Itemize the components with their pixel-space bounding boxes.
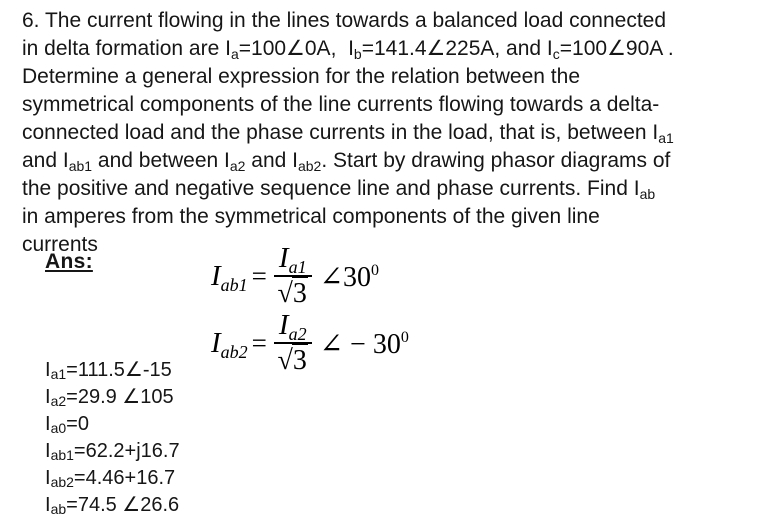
result-subscript: a1: [50, 366, 67, 382]
text-run: =100∠90A .: [559, 37, 674, 60]
result-symbol: I: [45, 494, 51, 516]
result-symbol: I: [45, 440, 51, 462]
angle-value: ∠ − 30: [319, 328, 401, 360]
formula-lhs: [211, 260, 248, 296]
text-run: in delta formation are I: [22, 37, 231, 60]
fraction-denominator: [278, 344, 308, 377]
result-value: =62.2+j16.7: [73, 440, 180, 462]
symbol-base: I: [211, 327, 221, 360]
result-subscript: ab2: [50, 474, 74, 490]
symbol-base: I: [211, 260, 221, 293]
angle-exponent: 0: [371, 261, 380, 279]
result-subscript: ab1: [50, 447, 74, 463]
result-symbol: I: [45, 359, 51, 381]
answer-label: Ans:: [45, 250, 93, 273]
subscript-run: c: [552, 46, 560, 62]
text-run: =141.4∠225A, and I: [361, 37, 553, 60]
subscript-run: ab1: [68, 158, 93, 174]
fraction: [274, 243, 312, 311]
problem-statement: [22, 7, 674, 259]
result-value: =74.5 ∠26.6: [66, 494, 180, 516]
result-subscript: a2: [50, 393, 67, 409]
result-line: [45, 357, 180, 384]
problem-line-2: [22, 35, 674, 63]
text-run: and I: [22, 149, 69, 172]
subscript-run: ab2: [297, 158, 322, 174]
text-run: symmetrical components of the line currents flowing towards a delta-: [22, 93, 660, 116]
text-run: connected load and the phase currents in the load, that is, between I: [22, 121, 659, 144]
radical-sign: √: [277, 278, 293, 310]
formula-iab1: [211, 243, 379, 311]
result-line: [45, 492, 180, 519]
result-line: [45, 438, 180, 465]
result-subscript: ab: [50, 501, 67, 517]
text-run: in amperes from the symmetrical components of the given line: [22, 205, 600, 228]
radicand: 3: [292, 278, 307, 310]
text-run: Determine a general expression for the relation between the: [22, 65, 580, 88]
radicand: 3: [292, 345, 307, 377]
symbol-base: I: [278, 242, 289, 274]
result-subscript: a0: [50, 420, 67, 436]
text-run: and between I: [92, 149, 230, 172]
text-run: the positive and negative sequence line and phase currents. Find I: [22, 177, 640, 200]
fraction-numerator: [274, 243, 312, 277]
subscript-run: a2: [229, 158, 246, 174]
formula-lhs: [211, 327, 248, 363]
problem-line-5: [22, 119, 674, 147]
result-value: =0: [66, 413, 89, 435]
subscript-run: a: [230, 46, 239, 62]
text-run: =100∠0A, I: [238, 37, 354, 60]
angle-term: [320, 327, 409, 361]
text-run: currents: [22, 233, 98, 256]
result-value: =111.5∠-15: [66, 359, 172, 381]
result-line: [45, 384, 180, 411]
radical-sign: √: [277, 345, 293, 377]
problem-line-4: [22, 91, 674, 119]
result-value: =4.46+16.7: [73, 467, 176, 489]
results-list: [45, 357, 180, 519]
result-line: [45, 411, 180, 438]
subscript-run: b: [353, 46, 362, 62]
problem-line-1: [22, 7, 674, 35]
fraction: [274, 310, 312, 378]
angle-value: ∠30: [319, 261, 372, 293]
result-symbol: I: [45, 413, 51, 435]
symbol-subscript: a1: [288, 257, 307, 277]
equals-sign: =: [251, 328, 267, 359]
problem-line-7: [22, 175, 674, 203]
problem-line-8: [22, 203, 674, 231]
result-symbol: I: [45, 386, 51, 408]
result-line: [45, 465, 180, 492]
angle-term: [320, 260, 379, 294]
equals-sign: =: [251, 261, 267, 292]
problem-line-3: [22, 63, 674, 91]
symbol-subscript: a2: [288, 324, 307, 344]
subscript-run: ab: [639, 186, 656, 202]
result-symbol: I: [45, 467, 51, 489]
text-run: 6. The current flowing in the lines towards a balanced load connected: [22, 9, 667, 32]
problem-line-6: [22, 147, 674, 175]
symbol-subscript: ab1: [220, 275, 248, 296]
text-run: . Start by drawing phasor diagrams of: [321, 149, 671, 172]
angle-exponent: 0: [400, 328, 409, 346]
fraction-numerator: [274, 310, 312, 344]
subscript-run: a1: [658, 130, 674, 146]
symbol-base: I: [278, 309, 289, 341]
text-run: and I: [245, 149, 298, 172]
result-value: =29.9 ∠105: [66, 386, 174, 408]
fraction-denominator: [278, 277, 308, 310]
formula-iab2: [211, 310, 409, 378]
symbol-subscript: ab2: [220, 342, 248, 363]
